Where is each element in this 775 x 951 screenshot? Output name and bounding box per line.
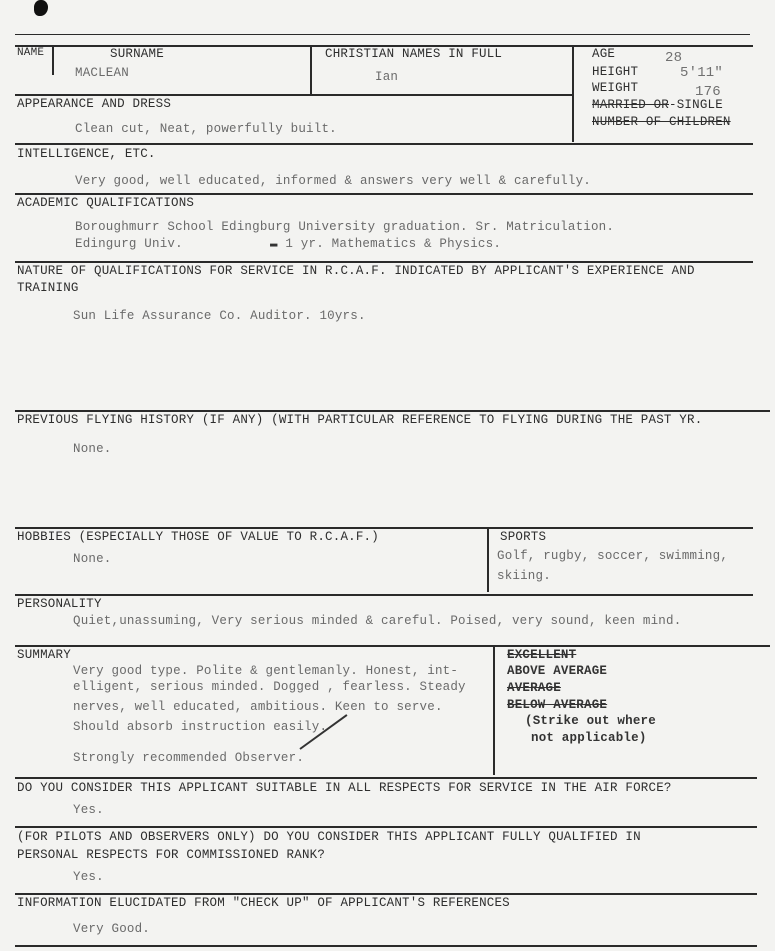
nature-label-2: TRAINING — [17, 281, 79, 295]
divider — [487, 527, 489, 592]
marital-status: MARRIED OR-SINGLE — [592, 98, 723, 112]
intelligence-value: Very good, well educated, informed & answers very well & carefully. — [75, 174, 591, 188]
rating-excellent: EXCELLENT — [507, 648, 577, 662]
divider — [493, 645, 495, 775]
flying-value: None. — [73, 442, 112, 456]
references-label: INFORMATION ELUCIDATED FROM "CHECK UP" OF APPLICANT'S REFERENCES — [17, 896, 510, 910]
appearance-value: Clean cut, Neat, powerfully built. — [75, 122, 337, 136]
divider — [52, 45, 54, 75]
divider — [15, 193, 753, 195]
age-label: AGE — [592, 47, 616, 61]
academic-line-1: Boroughmurr School Edingburg University graduation. Sr. Matriculation. — [75, 220, 615, 234]
suitable-value: Yes. — [73, 803, 104, 817]
divider — [15, 645, 770, 647]
hobbies-value: None. — [73, 552, 112, 566]
strike-note-1: (Strike out where — [525, 714, 656, 728]
divider — [310, 45, 312, 95]
suitable-label: DO YOU CONSIDER THIS APPLICANT SUITABLE IN ALL RESPECTS FOR SERVICE IN THE AIR FORCE? — [17, 781, 672, 795]
academic-label: ACADEMIC QUALIFICATIONS — [17, 196, 195, 210]
divider — [572, 45, 574, 142]
single-value: SINGLE — [676, 98, 723, 112]
rating-average: AVERAGE — [507, 681, 561, 695]
weight-value: 176 — [695, 84, 721, 100]
nature-label-1: NATURE OF QUALIFICATIONS FOR SERVICE IN R.C.A.F. INDICATED BY APPLICANT'S EXPERIENCE AND — [17, 264, 695, 278]
divider — [15, 261, 753, 263]
name-label: NAME — [17, 47, 45, 59]
divider — [15, 777, 757, 779]
strike-note-2: not applicable) — [531, 731, 647, 745]
academic-line-2b: ▬ 1 yr. Mathematics & Physics. — [270, 237, 502, 251]
divider — [15, 893, 757, 895]
summary-line-2: elligent, serious minded. Dogged , fearless. Steady — [73, 680, 466, 694]
summary-line-5: Strongly recommended Observer. — [73, 751, 305, 765]
divider — [15, 94, 572, 96]
summary-label: SUMMARY — [17, 648, 71, 662]
nature-value: Sun Life Assurance Co. Auditor. 10yrs. — [73, 309, 366, 323]
sports-label: SPORTS — [500, 530, 547, 544]
rating-below-average: BELOW AVERAGE — [507, 698, 608, 712]
divider — [15, 594, 753, 596]
summary-line-3: nerves, well educated, ambitious. Keen to serve. — [73, 700, 443, 714]
academic-line-2a: Edingurg Univ. — [75, 237, 183, 251]
height-value: 5'11" — [680, 65, 724, 81]
sports-line-2: skiing. — [497, 569, 551, 583]
children-label: NUMBER OF CHILDREN — [592, 115, 731, 129]
personality-value: Quiet,unassuming, Very serious minded & careful. Poised, very sound, keen mind. — [73, 614, 682, 628]
references-value: Very Good. — [73, 922, 151, 936]
age-value: 28 — [665, 50, 683, 66]
summary-line-4: Should absorb instruction easily. — [73, 720, 328, 734]
height-label: HEIGHT — [592, 65, 639, 79]
commission-label-2: PERSONAL RESPECTS FOR COMMISSIONED RANK? — [17, 848, 326, 862]
weight-label: WEIGHT — [592, 81, 639, 95]
divider — [15, 143, 753, 145]
summary-line-1: Very good type. Polite & gentlemanly. Honest, int- — [73, 664, 459, 678]
divider — [15, 826, 757, 828]
rating-above-average: ABOVE AVERAGE — [507, 664, 608, 678]
christian-names-label: CHRISTIAN NAMES IN FULL — [325, 47, 503, 61]
academic-detail: 1 yr. Mathematics & Physics. — [285, 237, 502, 251]
christian-names-value: Ian — [375, 70, 399, 84]
hobbies-label: HOBBIES (ESPECIALLY THOSE OF VALUE TO R.C.A.F.) — [17, 530, 379, 544]
divider — [15, 945, 757, 947]
married-struck: MARRIED OR — [592, 98, 670, 112]
flying-label: PREVIOUS FLYING HISTORY (IF ANY) (WITH PARTICULAR REFERENCE TO FLYING DURING THE PAST YR. — [17, 413, 703, 427]
divider — [15, 410, 770, 412]
personality-label: PERSONALITY — [17, 597, 102, 611]
sports-line-1: Golf, rugby, soccer, swimming, — [497, 549, 729, 563]
commission-value: Yes. — [73, 870, 104, 884]
surname-label: SURNAME — [110, 47, 164, 61]
divider — [15, 527, 753, 529]
surname-value: MACLEAN — [75, 66, 129, 80]
ink-blot — [34, 0, 48, 16]
commission-label-1: (FOR PILOTS AND OBSERVERS ONLY) DO YOU CONSIDER THIS APPLICANT FULLY QUALIFIED IN — [17, 830, 641, 844]
intelligence-label: INTELLIGENCE, ETC. — [17, 147, 156, 161]
divider — [15, 34, 750, 35]
appearance-label: APPEARANCE AND DRESS — [17, 97, 172, 111]
